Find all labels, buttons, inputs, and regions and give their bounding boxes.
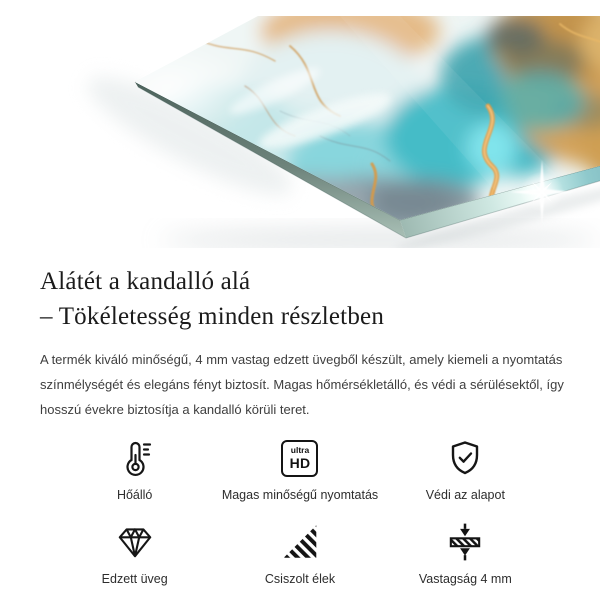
feature-label: Magas minőségű nyomtatás	[221, 488, 379, 502]
product-description-section	[0, 264, 600, 586]
feature-label: Vastagság 4 mm	[418, 572, 512, 586]
feature-base-protection	[383, 437, 548, 502]
ultra-hd-badge-bottom: HD	[289, 454, 311, 471]
feature-grid	[40, 437, 560, 586]
feature-label: Védi az alapot	[425, 488, 505, 502]
feature-print-quality	[217, 437, 382, 502]
description-line: hosszú évekre biztosítja a kandalló körüli teret.	[40, 402, 310, 417]
feature-thickness	[383, 521, 548, 586]
polished-edges-icon	[279, 521, 321, 563]
feature-label: Csiszolt élek	[264, 572, 336, 586]
title-line-2: – Tökéletesség minden részletben	[40, 303, 385, 330]
thickness-icon	[444, 521, 486, 563]
feature-heat-resistant	[52, 437, 217, 502]
product-hero-image	[40, 16, 600, 248]
description-line: A termék kiváló minőségű, 4 mm vastag edzett üvegből készült, amely kiemeli a nyomtatás	[40, 352, 563, 367]
glass-panel-graphic	[40, 16, 600, 248]
feature-label: Edzett üveg	[101, 572, 168, 586]
description-line: színmélységét és elegáns fényt biztosít. Magas hőmérsékletálló, és védi a sérülésektől, így	[40, 377, 564, 392]
feature-tempered-glass	[52, 521, 217, 586]
ultra-hd-icon	[281, 437, 318, 479]
product-description	[40, 347, 564, 422]
ultra-hd-badge-top: ultra	[290, 445, 310, 456]
diamond-icon	[114, 521, 156, 563]
title-line-1: Alátét a kandalló alá	[40, 268, 251, 295]
page-title	[40, 264, 560, 334]
thermometer-icon	[115, 437, 155, 479]
feature-label: Hőálló	[116, 488, 153, 502]
feature-polished-edges	[217, 521, 382, 586]
shield-check-icon	[445, 437, 485, 479]
